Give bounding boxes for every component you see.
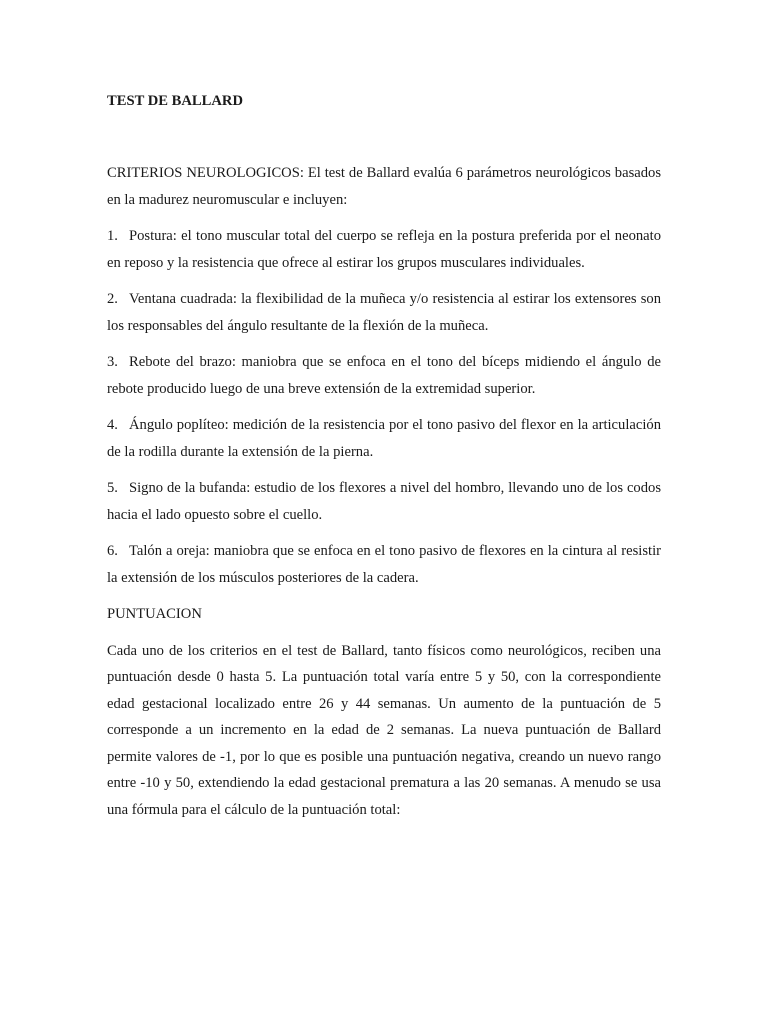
list-item <box>107 286 661 339</box>
list-item-text: Ángulo poplíteo: medición de la resistencia por el tono pasivo del flexor en la articulación de la rodilla durante la extensión de la pierna. <box>107 417 661 460</box>
list-item-text: Talón a oreja: maniobra que se enfoca en el tono pasivo de flexores en la cintura al resistir la extensión de los músculos posteriores de la cadera. <box>107 543 661 586</box>
list-item-number: 2. <box>107 291 118 307</box>
document-body <box>107 88 661 823</box>
list-item-number: 6. <box>107 543 118 559</box>
document-title: TEST DE BALLARD <box>107 93 243 109</box>
list-item-number: 1. <box>107 228 118 244</box>
section-heading: PUNTUACION <box>107 606 202 622</box>
list-item-text: Signo de la bufanda: estudio de los flexores a nivel del hombro, llevando uno de los codos hacia el lado opuesto sobre el cuello. <box>107 480 661 523</box>
list-item-text: Ventana cuadrada: la flexibilidad de la muñeca y/o resistencia al estirar los extensores son los responsables del ángulo resultante de la flexión de la muñeca. <box>107 291 661 334</box>
list-item <box>107 223 661 276</box>
intro-paragraph: CRITERIOS NEUROLOGICOS: El test de Ballard evalúa 6 parámetros neurológicos basados en la madurez neuromuscular e incluyen: <box>107 165 661 208</box>
list-item-text: Postura: el tono muscular total del cuerpo se refleja en la postura preferida por el neonato en reposo y la resistencia que ofrece al estirar los grupos musculares individuales. <box>107 228 661 271</box>
list-item-number: 5. <box>107 480 118 496</box>
list-item-number: 3. <box>107 354 118 370</box>
list-item-text: Rebote del brazo: maniobra que se enfoca en el tono del bíceps midiendo el ángulo de rebote producido luego de una breve extensión de la extremidad superior. <box>107 354 661 397</box>
list-item <box>107 475 661 528</box>
list-item <box>107 538 661 591</box>
list-item-number: 4. <box>107 417 118 433</box>
list-item <box>107 412 661 465</box>
list-item <box>107 349 661 402</box>
scoring-paragraph: Cada uno de los criterios en el test de Ballard, tanto físicos como neurológicos, reciben una puntuación desde 0 hasta 5. La puntuación total varía entre 5 y 50, con la correspondiente edad gestacional localizado entre 26 y 44 semanas. Un aumento de la puntuación de 5 corresponde a un incremento en la edad de 2 semanas. La nueva puntuación de Ballard permite valores de -1, por lo que es posible una puntuación negativa, creando un nuevo rango entre -10 y 50, extendiendo la edad gestacional prematura a las 20 semanas. A menudo se usa una fórmula para el cálculo de la puntuación total: <box>107 642 661 818</box>
